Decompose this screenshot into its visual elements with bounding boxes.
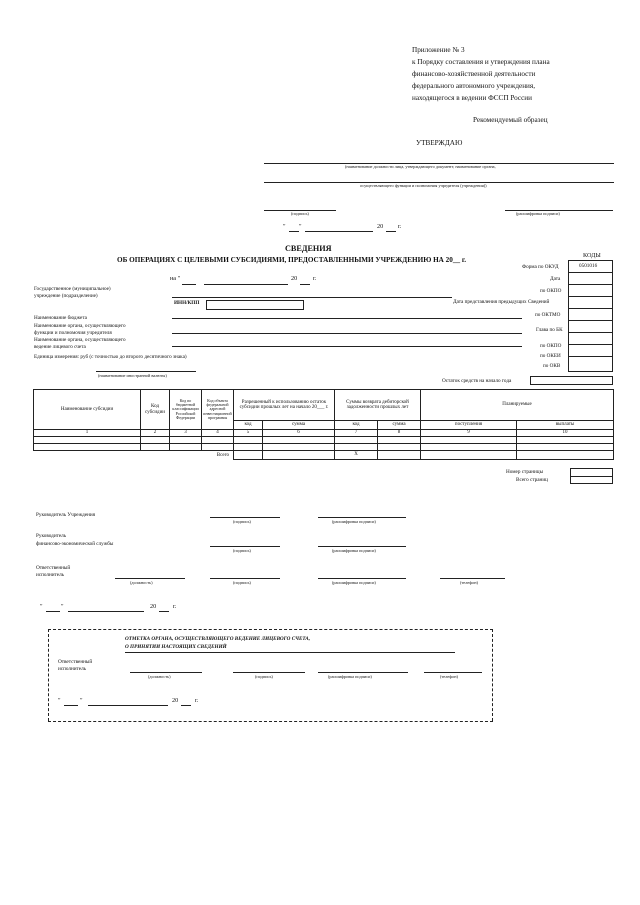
appendix-line-4: федерального автономного учреждения, [412, 82, 536, 90]
mark-date-month[interactable] [88, 705, 168, 706]
table-row[interactable] [34, 444, 614, 451]
col-allowed-header: Разрешенный к использованию остаток субсидии прошлых лет на начало 20___ г. [234, 390, 335, 421]
date-label: Дата [550, 276, 561, 282]
mark-signature-line[interactable] [233, 672, 305, 673]
approve-decoding-caption: (расшифровка подписи) [516, 211, 560, 216]
okud-code: 0501016 [579, 263, 598, 269]
currency-line[interactable] [96, 371, 196, 372]
responsible-label-1: Ответственный [36, 565, 71, 571]
col-name-header: Наименование субсидии [34, 390, 141, 430]
table-row[interactable] [34, 437, 614, 444]
signature-date-month[interactable] [68, 611, 144, 612]
currency-caption: (наименование иностранной валюты) [98, 373, 167, 378]
responsible-phone-line[interactable] [440, 578, 505, 579]
inn-kpp-field[interactable] [206, 300, 304, 310]
heading-date-year[interactable] [300, 284, 310, 285]
mark-title-1: ОТМЕТКА ОРГАНА, ОСУЩЕСТВЛЯЮЩЕГО ВЕДЕНИЕ ЛИЦЕВОГО СЧЕТА, [125, 636, 311, 642]
inn-kpp-label: ИНН/КПП [174, 300, 200, 306]
approve-date-day[interactable] [289, 231, 299, 232]
finance-label-1: Руководитель [36, 533, 67, 539]
approve-title: УТВЕРЖДАЮ [416, 139, 463, 147]
balance-label: Остаток средств на начало года [442, 378, 512, 384]
appendix-line-1: Приложение № 3 [412, 46, 465, 54]
institution-label-2: учреждение (подразделение) [34, 293, 98, 299]
appendix-line-3: финансово-хозяйственной деятельности [412, 70, 536, 78]
finance-signature-line[interactable] [210, 546, 280, 547]
mark-position-line[interactable] [130, 672, 202, 673]
oktmo-label: по ОКТМО [535, 312, 561, 318]
col-return-header: Суммы возврата дебиторской задолженности прошлых лет [335, 390, 421, 421]
approve-signature-caption: (подпись) [291, 211, 309, 216]
col-payments: выплаты [517, 421, 614, 430]
appendix-line-2: к Порядку составления и утверждения плана [412, 58, 550, 66]
col-receipts: поступления [421, 421, 517, 430]
column-numbers-row: 1 2 3 4 5 6 7 8 9 10 [34, 430, 614, 437]
responsible-position-line[interactable] [115, 578, 185, 579]
okpo2-label: по ОКПО [540, 343, 562, 349]
signature-date-day[interactable] [46, 611, 60, 612]
organ-line[interactable] [172, 333, 522, 334]
total-label: Всего [216, 452, 229, 458]
col-budget-code-header: Код по бюджетной классификации Российской Федерации [170, 390, 202, 430]
col-object-code-header: Код объекта федеральной адресной инвестиционной программы [202, 390, 234, 430]
account-label-1: Наименование органа, осуществляющего [34, 337, 126, 343]
col-planned-header: Планируемые [421, 390, 614, 421]
recommended-sample: Рекомендуемый образец [473, 116, 548, 124]
total-x: X [335, 451, 378, 460]
organ-label-2: функции и полномочия учредителя [34, 330, 112, 336]
head-label: Руководитель Учреждения [36, 512, 96, 518]
okud-label: Форма по ОКУД [522, 264, 559, 270]
institution-line[interactable] [172, 297, 452, 298]
institution-label-1: Государственное (муниципальное) [34, 286, 111, 292]
col-return-code: код [335, 421, 378, 430]
bk-label: Глава по БК [536, 327, 563, 333]
mark-phone-line[interactable] [424, 672, 482, 673]
approve-official-caption: (наименование должности лица, утверждающего документ; наименование органа, [345, 164, 496, 169]
approve-date-month[interactable] [305, 231, 373, 232]
head-signature-line[interactable] [210, 517, 280, 518]
col-allowed-code: код [234, 421, 263, 430]
submit-date-label: Дата представления предыдущих Сведений [453, 299, 550, 305]
subsidies-table [33, 389, 614, 460]
col-code-header: Код субсидии [141, 390, 170, 430]
table-total-row [34, 451, 614, 460]
appendix-line-5: находящегося в ведении ФССП России [412, 94, 533, 102]
mark-title-2: О ПРИНЯТИИ НАСТОЯЩИХ СВЕДЕНИЙ [125, 644, 227, 650]
mark-responsible-1: Ответственный [58, 659, 93, 665]
approve-date-year[interactable] [386, 231, 396, 232]
balance-field[interactable] [530, 376, 613, 385]
account-label-2: ведение лицевого счета [34, 344, 86, 350]
responsible-decoding-line[interactable] [318, 578, 406, 579]
document-subtitle: ОБ ОПЕРАЦИЯХ С ЦЕЛЕВЫМИ СУБСИДИЯМИ, ПРЕДОСТАВЛЕННЫМИ УЧРЕЖДЕНИЮ НА 20__ г. [117, 256, 467, 264]
head-decoding-line[interactable] [318, 517, 406, 518]
mark-responsible-2: исполнитель [58, 666, 87, 672]
signature-date-year[interactable] [159, 611, 169, 612]
unit-label: Единица измерения: руб (с точностью до второго десятичного знака) [34, 354, 187, 360]
budget-label: Наименование бюджета [34, 315, 87, 321]
okv-label: по ОКВ [543, 363, 561, 369]
col-return-sum: сумма [378, 421, 421, 430]
account-line[interactable] [172, 346, 522, 347]
responsible-label-2: исполнитель [36, 572, 65, 578]
okpo-label: по ОКПО [540, 288, 562, 294]
okei-label: по ОКЕИ [540, 353, 561, 359]
document-title: СВЕДЕНИЯ [285, 244, 332, 253]
budget-line[interactable] [172, 318, 522, 319]
organ-label-1: Наименование органа, осуществляющего [34, 323, 126, 329]
page-number-label: Номер страницы [506, 469, 544, 475]
col-allowed-sum: сумма [263, 421, 335, 430]
mark-date-year[interactable] [181, 705, 191, 706]
approve-function-caption: осуществляющего функции и полномочия учредителя (учреждения)) [360, 183, 487, 188]
responsible-signature-line[interactable] [210, 578, 280, 579]
finance-decoding-line[interactable] [318, 546, 406, 547]
heading-date-month[interactable] [204, 284, 288, 285]
total-pages-label: Всего страниц [516, 477, 548, 483]
finance-label-2: финансово-экономической службы [36, 541, 114, 547]
codes-header: КОДЫ [583, 252, 601, 259]
mark-date-day[interactable] [64, 705, 78, 706]
heading-date-day[interactable] [182, 284, 196, 285]
mark-decoding-line[interactable] [318, 672, 408, 673]
